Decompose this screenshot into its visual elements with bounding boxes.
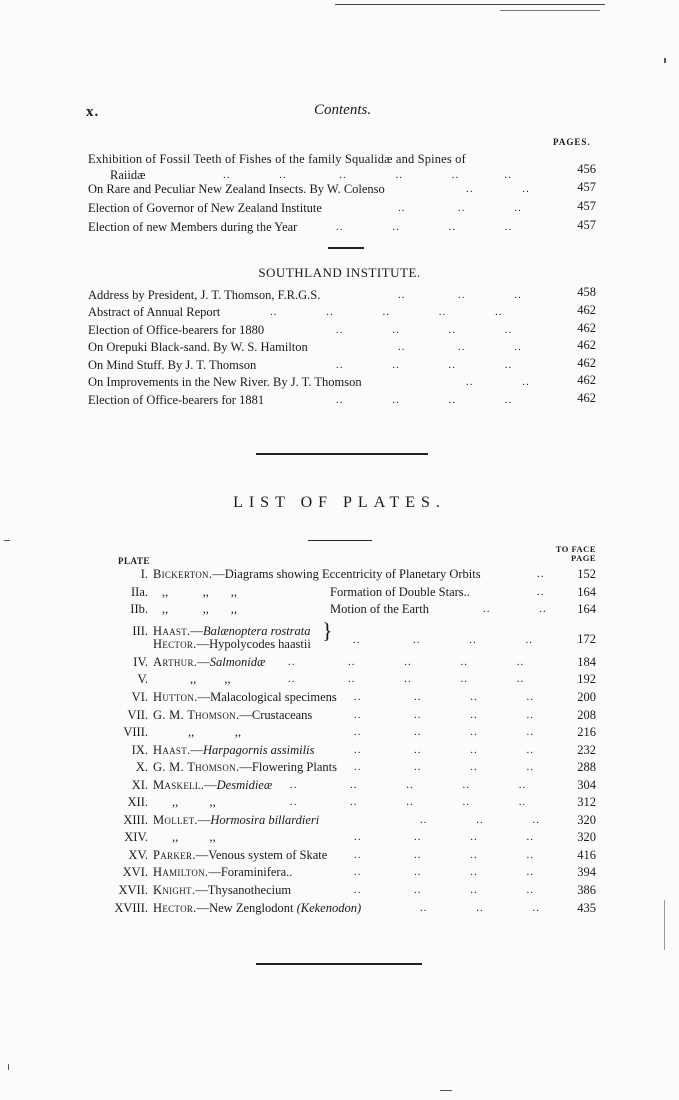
entry-title: Election of new Members during the Year	[88, 220, 298, 234]
plate-desc-text: —	[190, 624, 203, 638]
plate-page: 184	[577, 655, 596, 669]
plate-number: XVI.	[122, 865, 148, 879]
plate-row	[0, 811, 600, 829]
plate-ditto-marks: ,, ,,	[172, 830, 216, 844]
plate-author: Bickerton.	[153, 567, 213, 581]
list-of-plates-heading: LIST OF PLATES.	[233, 494, 446, 511]
plate-page: 288	[577, 760, 596, 774]
plate-ditto-marks: ,, ,, ,,	[162, 585, 237, 599]
plate-author: Haast.	[153, 743, 191, 757]
leader-dots: .. .. .. .. ..	[288, 656, 525, 668]
plate-page: 152	[577, 567, 596, 581]
plate-desc-text: —Flowering Plants	[239, 760, 337, 774]
entry-title: Election of Governor of New Zealand Institute	[88, 201, 322, 215]
plate-number: IIb.	[130, 602, 148, 616]
plate-number: V.	[137, 672, 148, 686]
leader-dots: .. .. .. ..	[354, 691, 534, 703]
plate-description	[153, 881, 291, 899]
plate-description	[153, 653, 265, 671]
entry-title: Abstract of Annual Report	[88, 305, 221, 319]
plate-desc-text: —Hypolycodes haastii	[196, 637, 311, 651]
plate-page: 312	[577, 795, 596, 809]
plate-page: 172	[577, 632, 596, 646]
plate-number: XV.	[128, 848, 148, 862]
plate-page: 304	[577, 778, 596, 792]
leader-dots: .. ..	[466, 376, 530, 388]
brace-icon: }	[322, 618, 333, 643]
leader-dots: .. .. .. ..	[354, 884, 534, 896]
plate-number: XII.	[127, 795, 148, 809]
entry-title: On Improvements in the New River. By J. T. Thomson	[88, 375, 362, 389]
entry-title: On Mind Stuff. By J. T. Thomson	[88, 358, 257, 372]
plate-page: 192	[577, 672, 596, 686]
entry-page: 458	[577, 285, 596, 299]
entry-page: 462	[577, 303, 596, 317]
plate-description	[153, 706, 312, 724]
leader-dots: ..	[537, 586, 545, 598]
plate-row	[0, 881, 600, 899]
scan-mark	[664, 900, 665, 950]
plate-page: 394	[577, 865, 596, 879]
plate-desc-text: —Malacological specimens	[197, 690, 337, 704]
plate-desc-italic: Desmidieæ	[216, 778, 273, 792]
plate-author: Hutton.	[153, 690, 198, 704]
plate-row	[0, 776, 600, 794]
southland-entry	[88, 356, 596, 374]
leader-dots: .. .. ..	[420, 902, 540, 914]
entry-title: Address by President, J. T. Thomson, F.R.G.S.	[88, 288, 321, 302]
plate-number: XI.	[131, 778, 148, 792]
plate-author: Hamilton.	[153, 865, 209, 879]
entry-page: 457	[577, 218, 596, 232]
plate-desc-italic: Balænoptera rostrata	[202, 624, 311, 638]
leader-dots: .. .. .. ..	[336, 359, 513, 371]
entry-title: Election of Office-bearers for 1880	[88, 323, 265, 337]
plate-desc-text: —Venous system of Skate	[195, 848, 328, 862]
page-label: PAGE	[571, 553, 596, 563]
plate-author: G. M. Thomson.	[153, 760, 240, 774]
section-divider	[328, 247, 364, 249]
entry-page: 457	[577, 199, 596, 213]
plate-number: III.	[132, 624, 148, 638]
plate-author: Parker.	[153, 848, 196, 862]
scan-mark	[4, 540, 10, 541]
plate-desc-text: —	[197, 813, 211, 827]
top-rule	[335, 4, 605, 5]
plate-page: 200	[577, 690, 596, 704]
leader-dots: .. .. .. ..	[336, 221, 513, 233]
leader-dots: .. .. .. ..	[354, 866, 534, 878]
plate-description	[153, 863, 292, 881]
southland-entry	[88, 321, 596, 339]
leader-dots: .. .. ..	[420, 814, 540, 826]
plate-ditto-marks: ,, ,,	[190, 672, 231, 686]
leader-dots: .. .. .. ..	[354, 761, 534, 773]
leader-dots: .. .. .. ..	[354, 831, 534, 843]
plate-author: Arthur.	[153, 655, 198, 669]
plate-row	[0, 723, 600, 741]
plate-page: 208	[577, 708, 596, 722]
plates-divider	[308, 540, 372, 541]
leader-dots: .. .. .. .. ..	[290, 779, 527, 791]
plate-author: Hector.	[153, 901, 197, 915]
leader-dots: .. .. .. ..	[354, 849, 534, 861]
plate-row	[0, 741, 600, 759]
plate-row	[0, 706, 600, 724]
plate-number: VIII.	[123, 725, 148, 739]
plate-desc-italic: Hormosira billardieri	[210, 813, 320, 827]
entry-page: 462	[577, 321, 596, 335]
running-head: Contents.	[314, 102, 372, 118]
plate-number: XVII.	[118, 883, 148, 897]
entry-title: On Orepuki Black-sand. By W. S. Hamilton	[88, 340, 308, 354]
section-divider-long	[256, 453, 428, 455]
plate-desc-text: —New Zenglodont	[196, 901, 297, 915]
entry-title: Exhibition of Fossil Teeth of Fishes of the family Squalidæ and Spines of	[88, 152, 466, 166]
entry-title-continued: Raiidæ	[110, 168, 146, 182]
plate-author: Haast.	[153, 624, 191, 638]
plate-description	[153, 899, 361, 917]
leader-dots: .. .. ..	[398, 202, 522, 214]
plate-ditto-marks: ,, ,,	[172, 795, 216, 809]
plate-row	[0, 846, 600, 864]
southland-entry	[88, 303, 596, 321]
plate-author: Hector.	[153, 637, 197, 651]
entry-page: 462	[577, 338, 596, 352]
plate-desc-italic: (Kekenodon)	[296, 901, 362, 915]
plate-row	[0, 600, 600, 618]
plate-desc-text: —	[190, 743, 203, 757]
entry-title: Election of Office-bearers for 1881	[88, 393, 265, 407]
plate-number: XIV.	[124, 830, 148, 844]
plate-row	[0, 758, 600, 776]
plate-author: Mollet.	[153, 813, 198, 827]
contents-entry	[88, 199, 596, 217]
plate-number: XIII.	[123, 813, 148, 827]
plate-page: 164	[577, 602, 596, 616]
plate-row	[0, 828, 600, 846]
scan-mark	[664, 58, 666, 63]
plate-description: Motion of the Earth	[330, 602, 429, 616]
page-number: x.	[86, 104, 100, 120]
plate-row	[0, 863, 600, 881]
plate-page: 435	[577, 901, 596, 915]
leader-dots: .. .. .. ..	[354, 726, 534, 738]
leader-dots: .. .. .. .. ..	[290, 796, 527, 808]
plate-number: I.	[140, 567, 148, 581]
to-face-label: TO FACE	[555, 544, 596, 554]
plate-author: G. M. Thomson.	[153, 708, 240, 722]
contents-entry	[88, 180, 596, 198]
plate-row	[0, 653, 600, 671]
plate-row	[0, 793, 600, 811]
plate-number: VII.	[127, 708, 148, 722]
plate-description	[153, 776, 272, 794]
plate-number: IV.	[133, 655, 148, 669]
plate-desc-text: —Thysanothecium	[195, 883, 292, 897]
plate-row	[0, 583, 600, 601]
leader-dots: .. .. ..	[398, 289, 522, 301]
top-rule-short	[500, 10, 600, 11]
entry-page: 462	[577, 356, 596, 370]
plate-description	[153, 758, 337, 776]
leader-dots: .. .. .. .. .. ..	[223, 169, 512, 181]
leader-dots: .. ..	[483, 603, 547, 615]
leader-dots: .. .. .. .. ..	[288, 673, 525, 685]
pages-column-label: PAGES.	[553, 137, 591, 147]
entry-page: 456	[577, 162, 596, 176]
plate-desc-text: —	[197, 655, 210, 669]
plate-page: 320	[577, 830, 596, 844]
plate-description	[153, 811, 319, 829]
plate-desc-text: —Crustaceans	[239, 708, 313, 722]
entry-title: On Rare and Peculiar New Zealand Insects. By W. Colenso	[88, 182, 385, 196]
plate-ditto-marks: ,, ,, ,,	[162, 602, 237, 616]
plate-page: 416	[577, 848, 596, 862]
plate-author: Knight.	[153, 883, 196, 897]
plate-description	[153, 565, 481, 583]
plate-desc-italic: Salmonidæ	[209, 655, 266, 669]
plate-row	[0, 688, 600, 706]
plate-page: 320	[577, 813, 596, 827]
southland-entry	[88, 286, 596, 304]
plate-desc-text: —	[204, 778, 217, 792]
plate-row-continued	[0, 635, 600, 653]
plate-row	[0, 565, 600, 583]
southland-entry	[88, 391, 596, 409]
leader-dots: .. .. ..	[398, 341, 522, 353]
scan-mark	[440, 1090, 452, 1091]
leader-dots: .. .. .. ..	[354, 744, 534, 756]
plate-description	[153, 741, 314, 759]
plate-description: Formation of Double Stars..	[330, 585, 470, 599]
plate-description	[153, 846, 327, 864]
leader-dots: .. .. .. ..	[353, 634, 533, 646]
plate-column-label: PLATE	[118, 556, 150, 566]
plate-page: 164	[577, 585, 596, 599]
plate-desc-text: —Foraminifera..	[208, 865, 293, 879]
scan-mark	[8, 1064, 9, 1070]
plate-desc-italic: Harpagornis assimilis	[202, 743, 315, 757]
plate-ditto-marks: ,, ,,	[188, 725, 242, 739]
plate-number: VI.	[131, 690, 148, 704]
leader-dots: .. ..	[466, 183, 530, 195]
plate-number: IIa.	[131, 585, 148, 599]
plate-page: 232	[577, 743, 596, 757]
plate-page: 386	[577, 883, 596, 897]
section-heading: SOUTHLAND INSTITUTE.	[258, 265, 421, 280]
leader-dots: .. .. .. ..	[336, 394, 513, 406]
plate-number: XVIII.	[114, 901, 148, 915]
plate-description	[153, 688, 337, 706]
to-face-page-label	[548, 545, 596, 563]
plate-number: IX.	[131, 743, 148, 757]
plate-number: X.	[135, 760, 148, 774]
leader-dots: ..	[537, 568, 545, 580]
southland-entry	[88, 373, 596, 391]
end-divider	[256, 963, 422, 965]
leader-dots: .. .. .. ..	[354, 709, 534, 721]
plate-description	[153, 635, 311, 653]
entry-page: 457	[577, 180, 596, 194]
plate-row	[0, 670, 600, 688]
leader-dots: .. .. .. ..	[336, 324, 513, 336]
entry-page: 462	[577, 373, 596, 387]
plate-page: 216	[577, 725, 596, 739]
contents-entry	[88, 218, 596, 236]
plate-row	[0, 899, 600, 917]
plate-desc-text: —Diagrams showing Eccentricity of Planetary Orbits	[212, 567, 481, 581]
plate-author: Maskell.	[153, 778, 205, 792]
entry-page: 462	[577, 391, 596, 405]
southland-entry	[88, 338, 596, 356]
leader-dots: .. .. .. .. ..	[270, 306, 503, 318]
